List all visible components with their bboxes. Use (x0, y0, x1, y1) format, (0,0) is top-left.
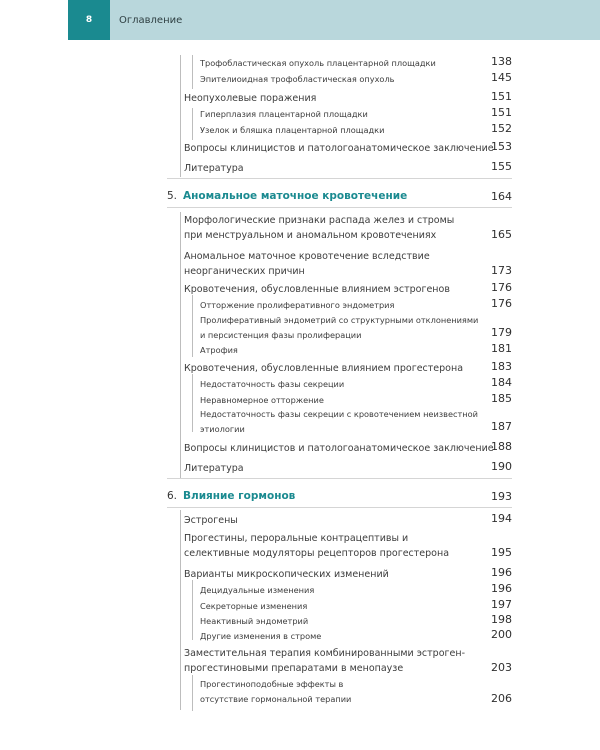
toc-entry[interactable]: Прогестиноподобные эффекты в отсутствие гормональной терапии (200, 679, 352, 704)
toc-entry[interactable]: Эстрогены (184, 515, 238, 526)
toc-page: 145 (491, 71, 512, 84)
toc-entry[interactable]: Заместительная терапия комбинированными эстроген-прогестиновыми препаратами в менопаузе (184, 648, 465, 674)
subsection-guide-line (192, 55, 193, 89)
subsection-guide-line (192, 295, 193, 357)
toc-entry[interactable]: Гиперплазия плацентарной площадки (200, 109, 368, 119)
toc-page: 181 (491, 342, 512, 355)
chapter-title[interactable]: Аномальное маточное кровотечение (183, 190, 408, 202)
toc-page: 206 (491, 692, 512, 705)
toc-entry[interactable]: Трофобластическая опухоль плацентарной площадки (200, 58, 436, 68)
toc-entry[interactable]: Секреторные изменения (200, 601, 308, 611)
toc-page: 138 (491, 55, 512, 68)
toc-entry[interactable]: Вопросы клиницистов и патологоанатомическое заключение (184, 143, 494, 154)
toc-entry[interactable]: Кровотечения, обусловленные влиянием прогестерона (184, 363, 464, 374)
page-number-box (68, 0, 110, 40)
page-number: 8 (85, 15, 93, 25)
chapter-title[interactable]: Влияние гормонов (183, 490, 296, 502)
toc-page: 195 (491, 546, 512, 559)
subsection-guide-line (192, 675, 193, 711)
toc-page: 179 (491, 326, 512, 339)
toc-page: 203 (491, 661, 512, 674)
toc-page: 151 (491, 90, 512, 103)
toc-page: 200 (491, 628, 512, 641)
toc-page: 183 (491, 360, 512, 373)
toc-page: 188 (491, 440, 512, 453)
toc-page: 198 (491, 613, 512, 626)
toc-page: 173 (491, 264, 512, 277)
toc-page: 194 (491, 512, 512, 525)
toc-entry[interactable]: Отторжение пролиферативного эндометрия (200, 300, 395, 310)
toc-entry[interactable]: Литература (184, 463, 244, 474)
chapter-divider (167, 507, 512, 508)
toc-page: 187 (491, 420, 512, 433)
chapter-divider (167, 178, 512, 179)
toc-entry[interactable]: Кровотечения, обусловленные влиянием эстрогенов (184, 284, 450, 295)
toc-entry[interactable]: Узелок и бляшка плацентарной площадки (200, 125, 385, 135)
chapter-number: 5. (167, 190, 178, 202)
toc-entry[interactable]: Децидуальные изменения (200, 585, 315, 595)
toc-page: 155 (491, 160, 512, 173)
toc-page: 190 (491, 460, 512, 473)
toc-entry[interactable]: Эпителиоидная трофобластическая опухоль (200, 74, 395, 84)
toc-entry[interactable]: Другие изменения в строме (200, 631, 322, 641)
toc-page: 176 (491, 281, 512, 294)
toc-entry[interactable]: Морфологические признаки распада желез и стромы при менструальном и аномальном кровотечениях (184, 215, 455, 241)
toc-entry[interactable]: Неактивный эндометрий (200, 616, 309, 626)
subsection-guide-line (192, 374, 193, 432)
chapter-divider (167, 478, 512, 479)
toc-entry[interactable]: Пролиферативный эндометрий со структурными отклонениями и персистенция фазы пролиферации (200, 315, 479, 340)
toc-page: 197 (491, 598, 512, 611)
toc-entry[interactable]: Литература (184, 163, 244, 174)
toc-entry[interactable]: Аномальное маточное кровотечение вследствие неорганических причин (184, 251, 430, 277)
toc-page: 152 (491, 122, 512, 135)
toc-entry[interactable]: Прогестины, пероральные контрацептивы и селективные модуляторы рецепторов прогестерона (184, 533, 450, 559)
toc-entry[interactable]: Недостаточность фазы секреции с кровотечением неизвестной этиологии (200, 409, 478, 434)
chapter-page: 164 (491, 190, 512, 203)
toc-page: 185 (491, 392, 512, 405)
toc-page: 196 (491, 582, 512, 595)
subsection-guide-line (192, 108, 193, 140)
toc-page: 196 (491, 566, 512, 579)
toc-entry[interactable]: Атрофия (200, 345, 238, 355)
chapter-page: 193 (491, 490, 512, 503)
toc-entry[interactable]: Неравномерное отторжение (200, 395, 324, 405)
toc-page: 165 (491, 228, 512, 241)
toc-entry[interactable]: Вопросы клиницистов и патологоанатомическое заключение (184, 443, 494, 454)
subsection-guide-line (192, 580, 193, 640)
section-guide-line (180, 55, 181, 177)
toc-page: 151 (491, 106, 512, 119)
toc-page: 184 (491, 376, 512, 389)
toc-entry[interactable]: Варианты микроскопических изменений (184, 569, 389, 580)
section-guide-line (180, 510, 181, 710)
running-header-title: Оглавление (119, 15, 183, 26)
toc-page: 176 (491, 297, 512, 310)
chapter-number: 6. (167, 490, 178, 502)
toc-entry[interactable]: Недостаточность фазы секреции (200, 379, 345, 389)
toc-entry[interactable]: Неопухолевые поражения (184, 93, 317, 104)
section-guide-line (180, 212, 181, 478)
chapter-divider (167, 207, 512, 208)
toc-page: 153 (491, 140, 512, 153)
